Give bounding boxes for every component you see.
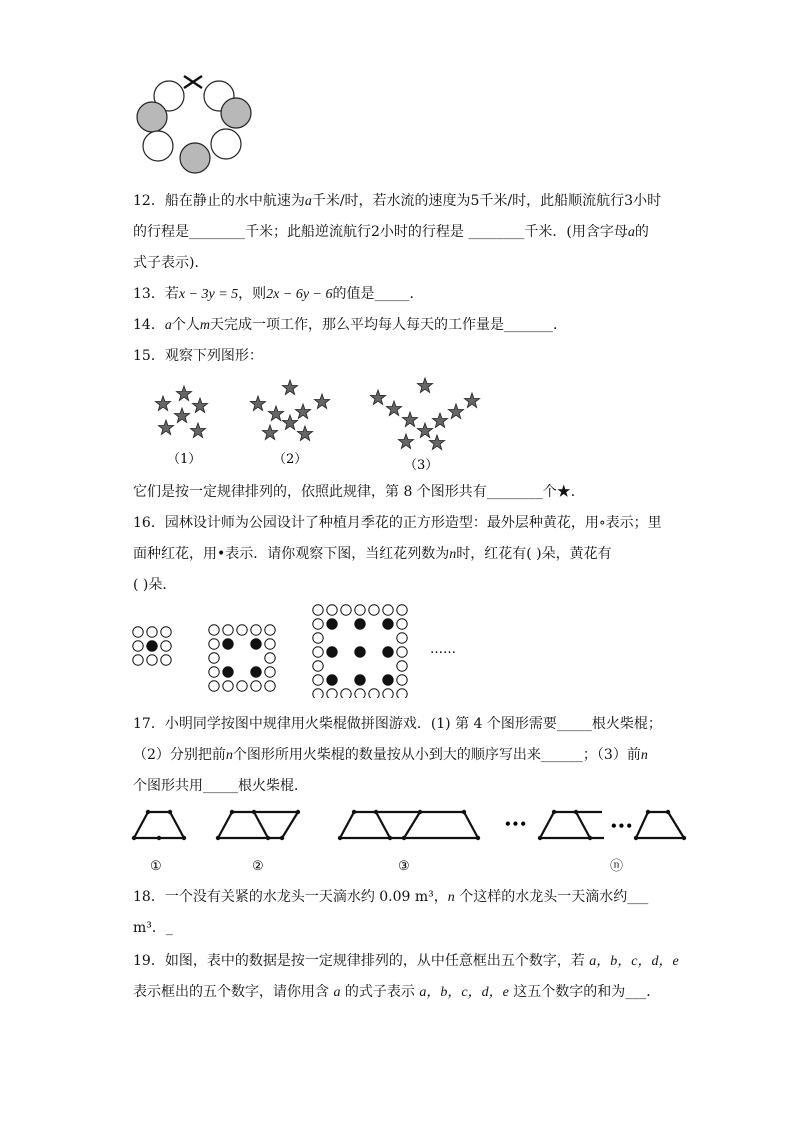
ring-circle	[211, 129, 241, 159]
red-flower-dot	[251, 667, 261, 677]
yellow-flower-dot	[223, 625, 233, 635]
yellow-flower-dot	[397, 647, 407, 657]
red-flower-dot	[355, 619, 365, 629]
star-label-2: （2）	[273, 452, 308, 467]
yellow-flower-dot	[147, 655, 157, 665]
q12-line-2: 的行程是________千米；此船逆流航行2小时的行程是 ________千米．(用含字母a的	[133, 224, 649, 240]
yellow-flower-dot	[133, 641, 143, 651]
star-label-1: （1）	[167, 452, 202, 467]
q15-answer-line: 它们是按一定规律排列的，依照此规律，第 8 个图形共有________个★．	[133, 484, 585, 500]
yellow-flower-dot	[397, 633, 407, 643]
q17-line-2: （2）分别把前n个图形所用火柴棍的数量按从小到大的顺序写出来______；（3）前n	[133, 747, 648, 763]
yellow-flower-dot	[265, 625, 275, 635]
yellow-flower-dot	[369, 689, 379, 698]
q14-line: 14．a个人m天完成一项工作，那么平均每人每天的工作量是_______．	[133, 317, 567, 333]
matchstick-dots-2: •••	[610, 819, 634, 833]
red-flower-dot	[327, 619, 337, 629]
yellow-flower-dot	[161, 655, 171, 665]
yellow-flower-dot	[265, 681, 275, 691]
q17-line-3: 个图形共用_____根火柴棍．	[133, 778, 308, 794]
flower-bed-3	[313, 605, 407, 698]
q18-line-2: m³．_	[133, 920, 173, 936]
yellow-flower-dot	[251, 625, 261, 635]
yellow-flower-dot	[133, 655, 143, 665]
star-figure-1	[155, 386, 207, 438]
yellow-flower-dot	[327, 689, 337, 698]
ring-circle-shaded	[180, 143, 210, 173]
yellow-flower-dot	[265, 653, 275, 663]
q16-line-2: 面种红花，用•表示．请你观察下图，当红花列数为n时，红花有( )朵，黄花有	[133, 546, 612, 562]
yellow-flower-dot	[265, 639, 275, 649]
q19-line-2: 表示框出的五个数字，请你用含 a 的式子表示 a，b，c，d，e 这五个数字的和为___．	[133, 984, 661, 1000]
q13-line: 13．若x − 3y = 5，则2x − 6y − 6的值是_____.	[133, 286, 414, 302]
red-flower-dot	[223, 639, 233, 649]
yellow-flower-dot	[397, 689, 407, 698]
matchstick-shape-3	[340, 812, 478, 838]
cut-mark	[184, 76, 202, 88]
matchstick-label-1: ①	[150, 859, 162, 874]
yellow-flower-dot	[161, 641, 171, 651]
matchstick-figure	[128, 800, 688, 880]
yellow-flower-dot	[313, 689, 323, 698]
yellow-flower-dot	[237, 625, 247, 635]
yellow-flower-dot	[397, 605, 407, 615]
yellow-flower-dot	[397, 675, 407, 685]
ring-circle-shaded	[137, 102, 167, 132]
yellow-flower-dot	[237, 681, 247, 691]
yellow-flower-dot	[209, 653, 219, 663]
yellow-flower-dot	[355, 605, 365, 615]
q18-line-1: 18．一个没有关紧的水龙头一天滴水约 0.09 m³，n 个这样的水龙头一天滴水约___	[133, 889, 649, 905]
matchstick-label-n: ⓝ	[610, 859, 624, 874]
circle-ring-figure	[133, 70, 258, 180]
yellow-flower-dot	[133, 627, 143, 637]
yellow-flower-dot	[341, 689, 351, 698]
red-flower-dot	[147, 641, 157, 651]
yellow-flower-dot	[313, 619, 323, 629]
yellow-flower-dot	[313, 605, 323, 615]
yellow-flower-dot	[209, 667, 219, 677]
flower-bed-ellipsis: ……	[430, 642, 456, 657]
yellow-flower-dot	[355, 689, 365, 698]
q16-line-1: 16．园林设计师为公园设计了种植月季花的正方形造型：最外层种黄花，用∘表示；里	[133, 515, 662, 531]
yellow-flower-dot	[327, 605, 337, 615]
ring-circle-shaded	[221, 98, 251, 128]
yellow-flower-dot	[209, 681, 219, 691]
red-flower-dot	[223, 667, 233, 677]
star-pattern-figure	[150, 376, 490, 476]
ring-circle	[143, 131, 173, 161]
yellow-flower-dot	[313, 633, 323, 643]
q19-line-1: 19．如图，表中的数据是按一定规律排列的，从中任意框出五个数字，若 a，b，c，d，e	[133, 953, 679, 969]
q12-line-3: 式子表示)．	[133, 255, 209, 271]
yellow-flower-dot	[223, 681, 233, 691]
yellow-flower-dot	[397, 619, 407, 629]
flower-bed-figure	[128, 598, 488, 698]
star-figure-3	[370, 378, 479, 450]
red-flower-dot	[383, 619, 393, 629]
yellow-flower-dot	[341, 605, 351, 615]
yellow-flower-dot	[313, 647, 323, 657]
flower-bed-2	[209, 625, 275, 691]
matchstick-dots-1: •••	[504, 817, 528, 831]
yellow-flower-dot	[369, 605, 379, 615]
red-flower-dot	[251, 639, 261, 649]
yellow-flower-dot	[209, 625, 219, 635]
yellow-flower-dot	[265, 667, 275, 677]
yellow-flower-dot	[209, 639, 219, 649]
q12-line-1: 12．船在静止的水中航速为a千米/时，若水流的速度为5千米/时，此船顺流航行3小时	[133, 193, 662, 209]
star-label-3: （3）	[404, 458, 439, 473]
q16-line-3: ( )朵．	[133, 577, 177, 593]
red-flower-dot	[355, 647, 365, 657]
red-flower-dot	[327, 675, 337, 685]
q15-title: 15．观察下列图形：	[133, 348, 263, 364]
matchstick-shape-1	[134, 812, 184, 838]
red-flower-dot	[383, 647, 393, 657]
yellow-flower-dot	[251, 681, 261, 691]
yellow-flower-dot	[397, 661, 407, 671]
red-flower-dot	[383, 675, 393, 685]
red-flower-dot	[327, 647, 337, 657]
matchstick-label-3: ③	[398, 859, 410, 874]
yellow-flower-dot	[383, 605, 393, 615]
flower-bed-1	[133, 627, 171, 665]
yellow-flower-dot	[147, 627, 157, 637]
red-flower-dot	[355, 675, 365, 685]
star-figure-2	[250, 380, 329, 441]
yellow-flower-dot	[313, 661, 323, 671]
yellow-flower-dot	[161, 627, 171, 637]
yellow-flower-dot	[313, 675, 323, 685]
matchstick-shape-2	[218, 812, 298, 838]
matchstick-label-2: ②	[252, 859, 264, 874]
yellow-flower-dot	[383, 689, 393, 698]
q17-line-1: 17．小明同学按图中规律用火柴棍做拼图游戏．(1) 第 4 个图形需要_____根火柴棍；	[133, 716, 662, 732]
